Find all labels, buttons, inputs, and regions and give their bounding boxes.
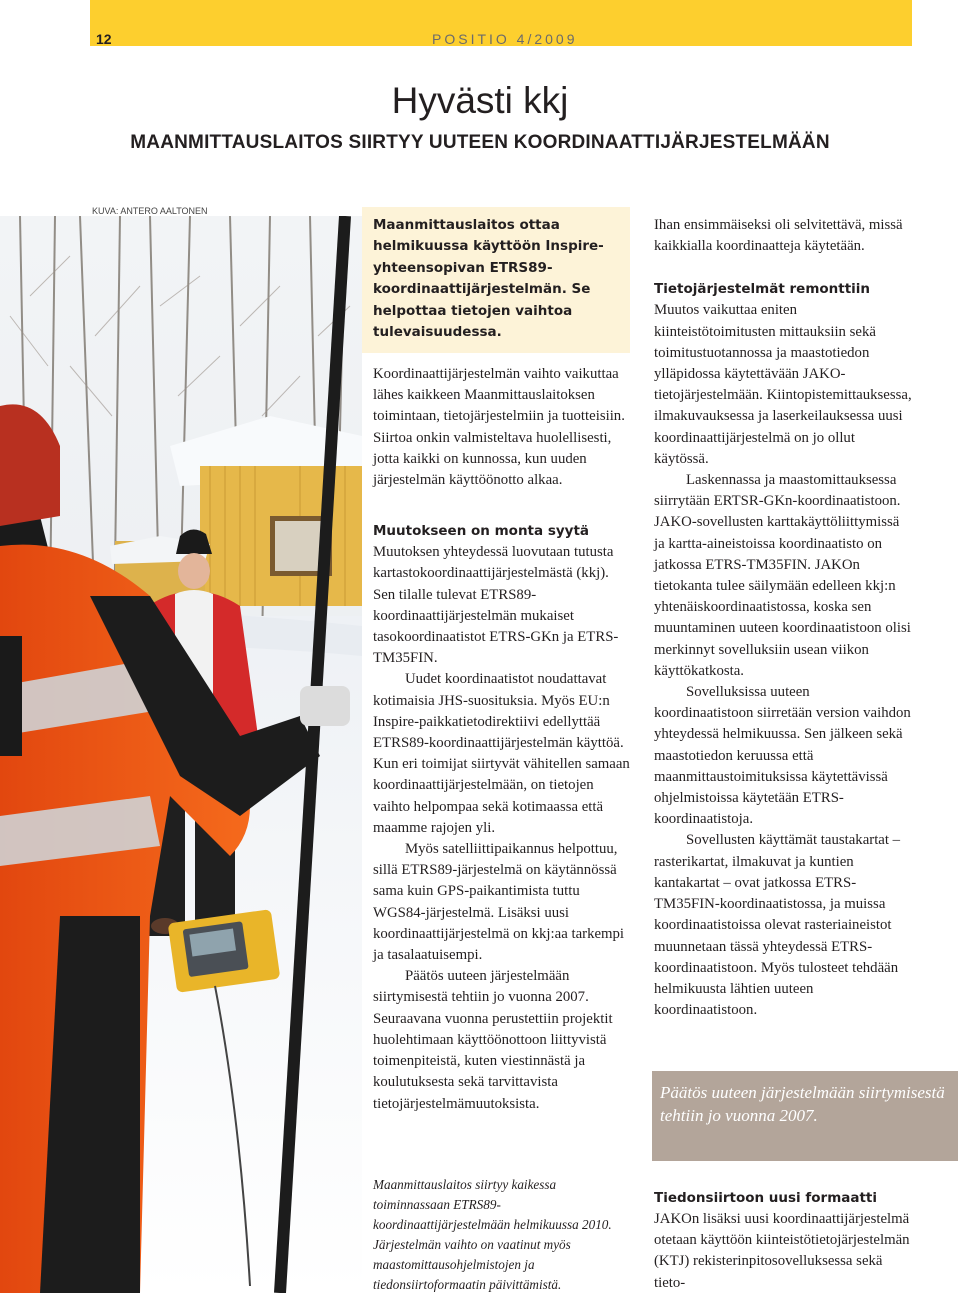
body-paragraph: Uudet koordinaatistot noudattavat kotimaisia JHS-suosituksia. Myös EU:n Inspire-paikkatietodirektiivi edellyttää ETRS89-koordinaattijärjestelmän käyttöä. Kun eri toimijat siirtyvät vähitellen samaan koordinaattijärjestelmään, on tietojen vaihto helpompaa sekä kotimaassa että maamme rajojen yli. <box>373 671 630 836</box>
body-paragraph: Ihan ensimmäiseksi oli selvitettävä, missä kaikkialla koordinaatteja käytetään. <box>654 217 903 255</box>
body-paragraph: Muutos vaikuttaa eniten kiinteistötoimitusten mittauksiin sekä toimitustuotannossa ja maastotiedon ylläpidossa käytettävään JAKO-tietojärjestelmään. Kiintopistemittauksessa, ilmakuvauksessa ja laserkeilauksessa uusi koordinaattijärjestelmä on jo ollut käytössä. <box>654 302 912 467</box>
photo-caption: Maanmittauslaitos siirtyy kaikessa toiminnassaan ETRS89-koordinaattijärjestelmään helmikuussa 2010. Järjestelmän vaihto on vaatinut myös maastomittausohjelmistojen ja tiedonsiirtoformaatin päivittämistä. <box>373 1177 612 1292</box>
body-paragraph: Päätös uuteen järjestelmään siirtymisestä tehtiin jo vuonna 2007. Seuraavana vuonna perustettiin projektit huolehtimaan käyttöönottoon liittyvistä toimenpiteistä, kuten viestinnästä ja koulutuksesta sekä tarvittavista tietojärjestelmämuutoksista. <box>373 968 613 1112</box>
pull-quote-text: Päätös uuteen järjestelmään siirtymisestä tehtiin jo vuonna 2007. <box>660 1083 945 1125</box>
column-right <box>654 215 912 1021</box>
issue-label: POSITIO 4/2009 <box>432 31 578 47</box>
section-heading-systems: Tietojärjestelmät remonttiin <box>654 281 871 298</box>
section-heading-format: Tiedonsiirtoon uusi formaatti <box>654 1190 878 1206</box>
photo-credit: KUVA: ANTERO AALTONEN <box>92 206 208 216</box>
article-photo <box>0 216 362 1293</box>
body-paragraph: Laskennassa ja maastomittauksessa siirrytään ERTSR-GKn-koordinaatistoon. JAKO-sovellusten karttakäyttöliittymissä ja kartta-aineistoissa koordinaatisto on jatkossa ETRS-TM35FIN. JAKOn tietokanta tulee säilymään edelleen kkj:n yhtenäiskoordinaatistossa, koska sen muuntaminen uuteen koordinaatistoon olisi merkinnyt sovelluksiin usean viikon käyttökatkosta. <box>654 472 911 679</box>
body-paragraph: Muutoksen yhteydessä luovutaan tutusta kartastokoordinaattijärjestelmästä (kkj). Sen tilalle tulevat ETRS89-koordinaattijärjestelmän mukaiset tasokoordinaatistot ETRS-GKn ja ETRS-TM35FIN. <box>373 544 619 667</box>
intro-paragraph: Koordinaattijärjestelmän vaihto vaikuttaa lähes kaikkeen Maanmittauslaitoksen toimintaan, tietojärjestelmiin ja tuotteisiin. Siirtoa onkin valmisteltava huolellisesti, jotta kaikki on kunnossa, kun uuden järjestelmän käyttöönotto alkaa. <box>373 366 625 489</box>
column-right-bottom <box>654 1188 912 1294</box>
body-paragraph: Sovellusten käyttämät taustakartat – rasterikartat, ilmakuvat ja kuntien kantakartat – ovat jatkossa ETRS-TM35FIN-koordinaatistossa, ja muissa koordinaatistoissa olevat rasteriaineistot muunnetaan tässä yhteydessä ETRS-koordinaatistoon. Myös tulosteet tehdään helmikuusta lähtien uuteen koordinaatistoon. <box>654 832 901 1019</box>
pull-quote <box>652 1071 958 1161</box>
article-title: Hyvästi kkj <box>391 80 569 121</box>
article-subtitle: MAANMITTAUSLAITOS SIIRTYY UUTEEN KOORDINAATTIJÄRJESTELMÄÄN <box>130 132 830 153</box>
body-paragraph: JAKOn lisäksi uusi koordinaattijärjestelmä otetaan käyttöön kiinteistötietojärjestelmän (KTJ) rekisterinpitosovelluksessa sekä tieto- <box>654 1211 910 1291</box>
lead-paragraph: Maanmittauslaitos ottaa helmikuussa käyttöön Inspire-yhteensopivan ETRS89-koordinaattijärjestelmän. Se helpottaa tietojen vaihtoa tulevaisuudessa. <box>373 217 604 341</box>
column-middle <box>373 364 631 1115</box>
body-paragraph: Sovelluksissa uuteen koordinaatistoon siirretään version vaihdon yhteydessä helmikuussa. Sen jälkeen sekä maastotiedon keruussa että maanmittaustoimituksissa käytettävissä ohjelmistoissa käytetään ETRS-koordinaatistoja. <box>654 684 911 828</box>
page-number: 12 <box>96 31 112 47</box>
body-paragraph: Myös satelliittipaikannus helpottuu, sillä ETRS89-järjestelmä on käytännössä sama kuin GPS-paikantimista tuttu WGS84-järjestelmä. Lisäksi uusi koordinaattijärjestelmä on kkj:aa tarkempi ja tasalaatuisempi. <box>373 841 625 964</box>
section-heading-reasons: Muutokseen on monta syytä <box>373 523 590 540</box>
